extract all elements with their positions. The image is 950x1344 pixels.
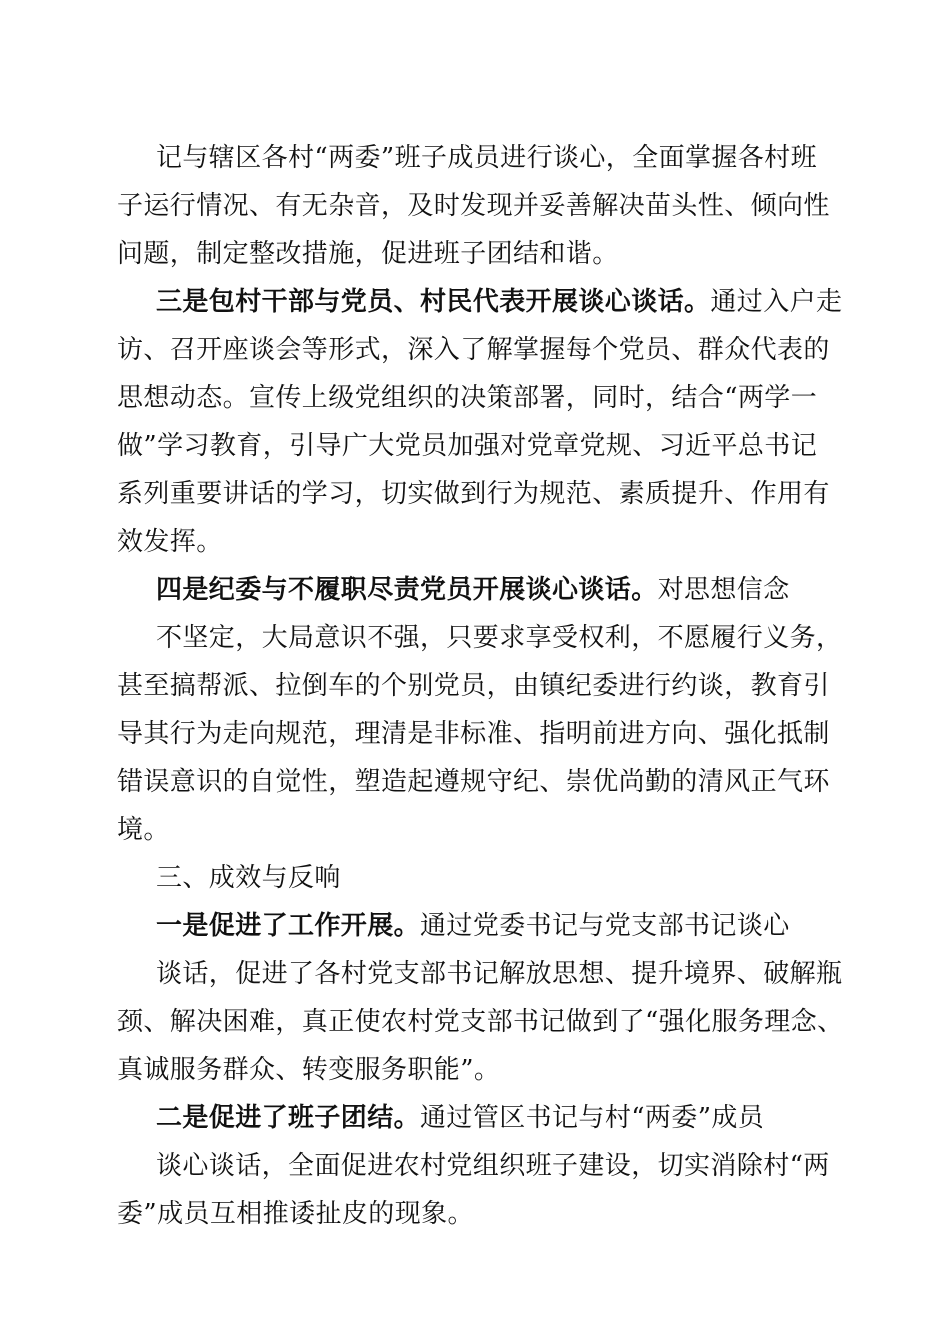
paragraph-first-line <box>156 1100 764 1136</box>
paragraph-lead: 三是包村干部与党员、村民代表开展谈心谈话。 <box>156 287 711 317</box>
paragraph-text: 对思想信念 <box>657 575 790 605</box>
paragraph-line: 效发挥。 <box>117 527 223 557</box>
section-heading: 三、成效与反响 <box>156 863 341 893</box>
paragraph-text: 通过入户走 <box>710 287 843 317</box>
paragraph-line: 谈心谈话，全面促进农村党组织班子建设，切实消除村“两 <box>156 1151 830 1181</box>
paragraph-line: 真诚服务群众、转变服务职能”。 <box>117 1055 501 1085</box>
paragraph-line: 访、召开座谈会等形式，深入了解掌握每个党员、群众代表的 <box>117 335 830 365</box>
paragraph-text: 通过党委书记与党支部书记谈心 <box>420 911 790 941</box>
paragraph-line: 做”学习教育，引导广大党员加强对党章党规、习近平总书记 <box>117 431 818 461</box>
paragraph-lead: 二是促进了班子团结。 <box>156 1103 421 1133</box>
paragraph-lead: 一是促进了工作开展。 <box>156 911 421 941</box>
paragraph-first-line <box>156 572 790 608</box>
paragraph-line: 思想动态。宣传上级党组织的决策部署，同时，结合“两学一 <box>117 383 818 413</box>
paragraph-text: 通过管区书记与村“两委”成员 <box>420 1103 765 1133</box>
paragraph-line: 不坚定，大局意识不强，只要求享受权利，不愿履行义务， <box>156 623 843 653</box>
paragraph-lead: 四是纪委与不履职尽责党员开展谈心谈话。 <box>156 575 658 605</box>
paragraph-first-line <box>156 908 790 944</box>
paragraph-line: 颈、解决困难，真正使农村党支部书记做到了“强化服务理念、 <box>117 1007 844 1037</box>
paragraph-line: 境。 <box>117 815 170 845</box>
paragraph-line: 导其行为走向规范，理清是非标准、指明前进方向、强化抵制 <box>117 719 830 749</box>
paragraph-line: 系列重要讲话的学习，切实做到行为规范、素质提升、作用有 <box>117 479 830 509</box>
paragraph-line: 谈话，促进了各村党支部书记解放思想、提升境界、破解瓶 <box>156 959 843 989</box>
paragraph-line: 甚至搞帮派、拉倒车的个别党员，由镇纪委进行约谈，教育引 <box>117 671 830 701</box>
paragraph-line: 问题，制定整改措施，促进班子团结和谐。 <box>117 239 619 269</box>
paragraph-line: 记与辖区各村“两委”班子成员进行谈心，全面掌握各村班 <box>156 143 817 173</box>
paragraph-line: 子运行情况、有无杂音，及时发现并妥善解决苗头性、倾向性 <box>117 191 830 221</box>
paragraph-line: 委”成员互相推诿扯皮的现象。 <box>117 1199 474 1229</box>
paragraph-first-line <box>156 284 842 320</box>
paragraph-line: 错误意识的自觉性，塑造起遵规守纪、崇优尚勤的清风正气环 <box>117 767 830 797</box>
